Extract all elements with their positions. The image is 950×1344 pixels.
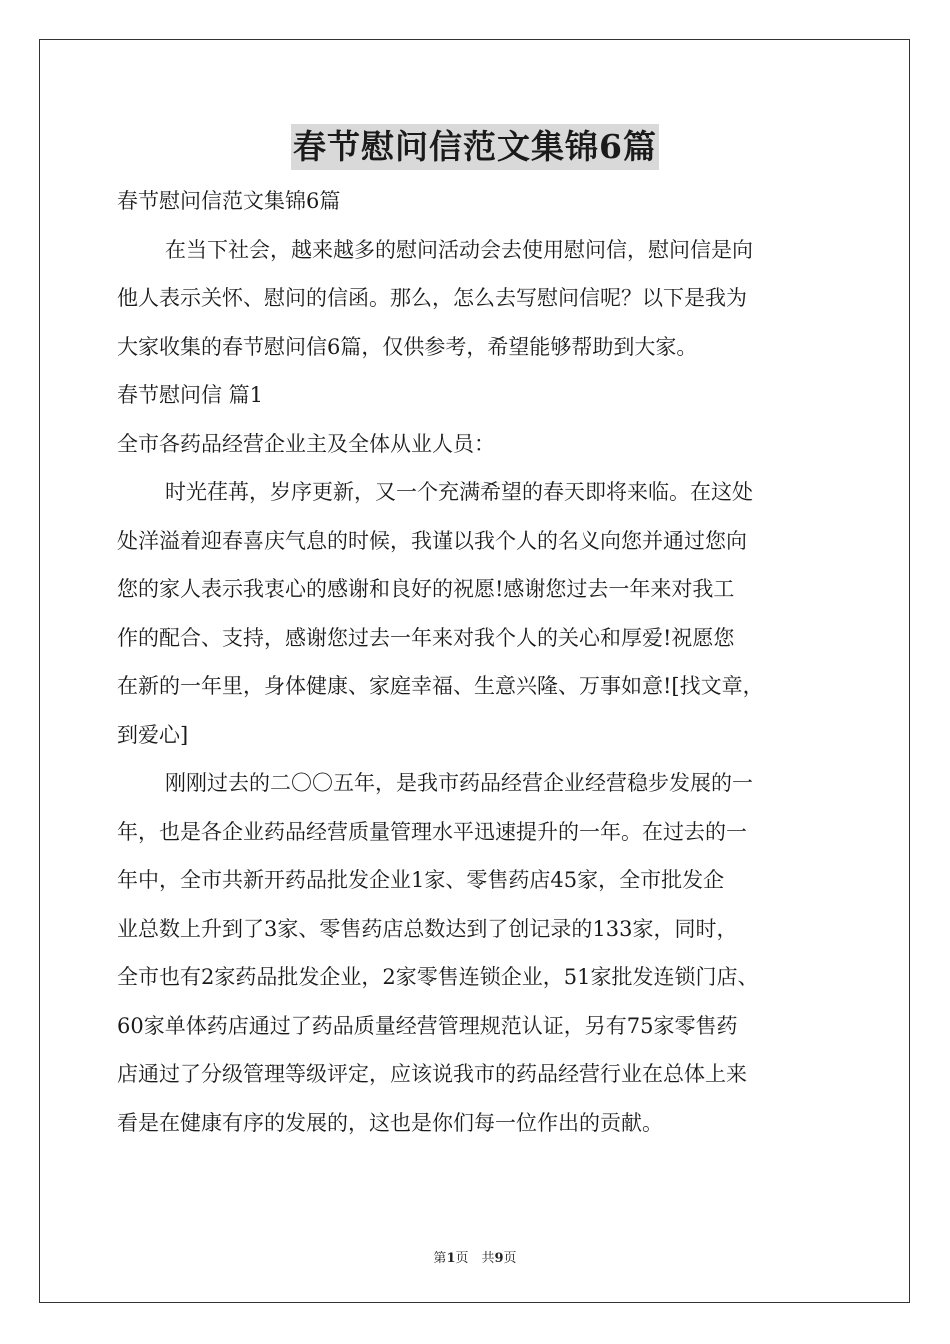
intro-paragraph <box>117 226 833 372</box>
document-title-text: 春节慰问信范文集锦6篇 <box>291 124 659 170</box>
paragraph-line: 刚刚过去的二〇〇五年，是我市药品经营企业经营稳步发展的一 <box>165 771 753 795</box>
page-number-total: 9 <box>494 1251 504 1266</box>
page-number-prefix: 第 <box>433 1251 447 1266</box>
page-number-suffix: 页 <box>503 1251 517 1266</box>
paragraph-line: 到爱心] <box>117 722 189 747</box>
paragraph-line: 全市也有2家药品批发企业，2家零售连锁企业，51家批发连锁门店、 <box>117 965 759 989</box>
page-number-middle: 页 共 <box>455 1251 495 1266</box>
document-title <box>0 124 950 170</box>
paragraph-line: 时光荏苒，岁序更新，又一个充满希望的春天即将来临。在这处 <box>165 480 753 504</box>
paragraph-line: 处洋溢着迎春喜庆气息的时候，我谨以我个人的名义向您并通过您向 <box>117 528 747 553</box>
intro-line: 大家收集的春节慰问信6篇，仅供参考，希望能够帮助到大家。 <box>117 334 698 359</box>
paragraph-line: 看是在健康有序的发展的，这也是你们每一位作出的贡献。 <box>117 1110 663 1135</box>
paragraph-line: 60家单体药店通过了药品质量经营管理规范认证，另有75家零售药 <box>117 1013 738 1038</box>
intro-line: 在当下社会，越来越多的慰问活动会去使用慰问信，慰问信是向 <box>165 237 753 262</box>
paragraph-line: 业总数上升到了3家、零售药店总数达到了创记录的133家，同时， <box>117 916 738 941</box>
paragraph-line: 店通过了分级管理等级评定，应该说我市的药品经营行业在总体上来 <box>117 1062 747 1086</box>
document-subtitle: 春节慰问信范文集锦6篇 <box>117 189 341 213</box>
page-number-current: 1 <box>446 1251 456 1266</box>
paragraph-line: 作的配合、支持，感谢您过去一年来对我个人的关心和厚爱!祝愿您 <box>117 625 735 650</box>
section-heading: 春节慰问信 篇1 <box>117 383 264 407</box>
paragraph-line: 年，也是各企业药品经营质量管理水平迅速提升的一年。在过去的一 <box>117 819 747 844</box>
salutation: 全市各药品经营企业主及全体从业人员： <box>117 431 495 456</box>
body-paragraph-1 <box>117 468 833 759</box>
paragraph-line: 年中，全市共新开药品批发企业1家、零售药店45家，全市批发企 <box>117 868 725 892</box>
page-footer <box>0 1247 950 1266</box>
body-paragraph-2 <box>117 759 833 1147</box>
paragraph-line: 在新的一年里，身体健康、家庭幸福、生意兴隆、万事如意![找文章， <box>117 674 764 698</box>
paragraph-line: 您的家人表示我衷心的感谢和良好的祝愿!感谢您过去一年来对我工 <box>117 577 735 601</box>
intro-line: 他人表示关怀、慰问的信函。那么，怎么去写慰问信呢？以下是我为 <box>117 286 747 310</box>
document-body <box>117 177 833 1147</box>
